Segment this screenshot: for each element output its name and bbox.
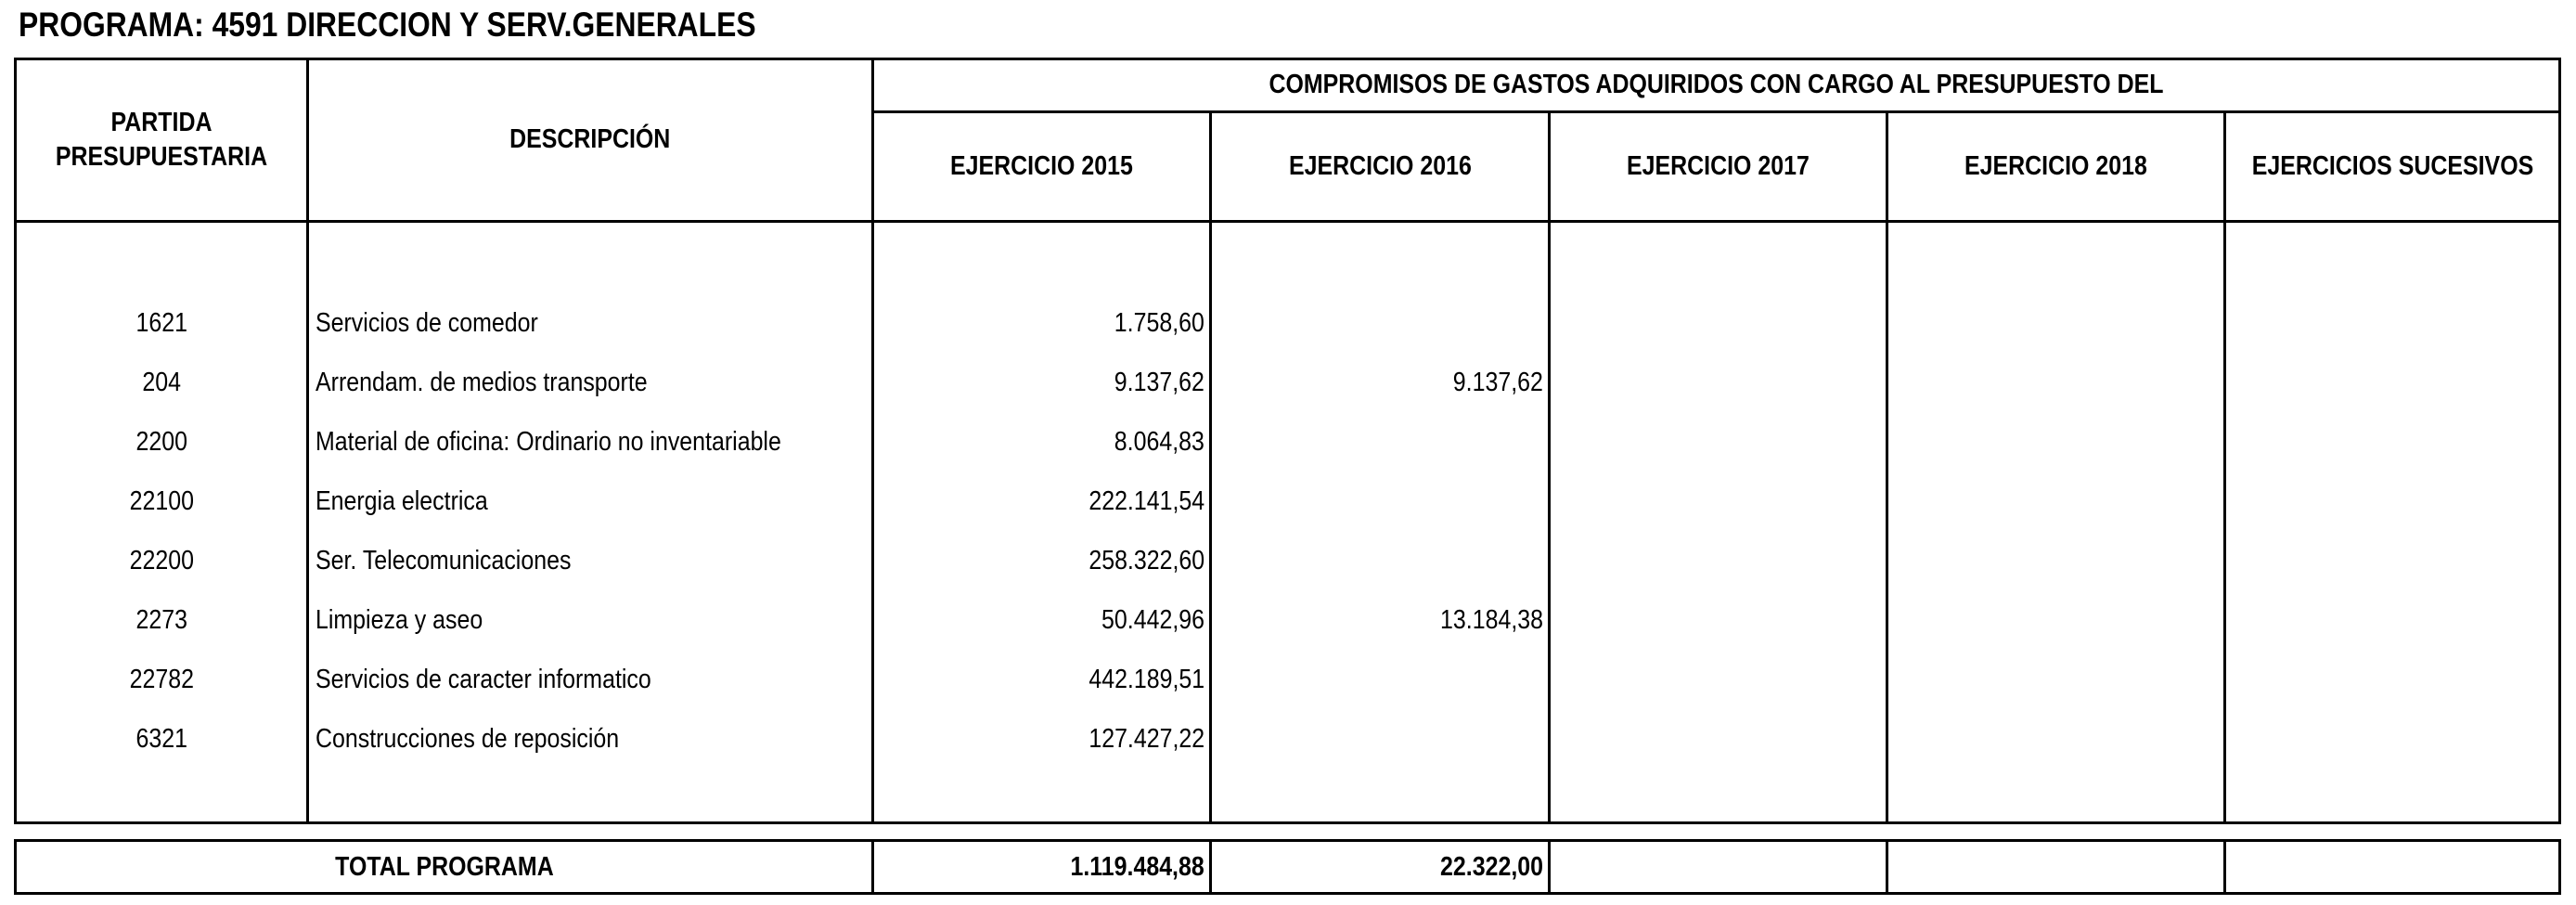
descripcion-cell: Limpieza y aseo (316, 605, 483, 635)
header-group: COMPROMISOS DE GASTOS ADQUIRIDOS CON CARGO AL PRESUPUESTO DEL (1269, 70, 2164, 100)
ejercicio-2015-cell: 9.137,62 (1114, 368, 1204, 397)
descripcion-cell: Servicios de comedor (316, 308, 538, 338)
header-ejercicios-sucesivos: EJERCICIOS SUCESIVOS (2251, 151, 2533, 182)
ejercicio-2016-cell (1212, 423, 1543, 460)
partida-cell: 22100 (129, 486, 194, 516)
total-ejercicio-2016: 22.322,00 (1440, 852, 1543, 882)
total-ejercicio-2015: 1.119.484,88 (1070, 852, 1204, 882)
descripcion-cell: Arrendam. de medios transporte (316, 368, 648, 397)
ejercicio-2016-cell (1212, 661, 1543, 698)
ejercicio-2015-cell: 442.189,51 (1088, 665, 1204, 694)
col-divider (1886, 839, 1888, 895)
header-descripcion: DESCRIPCIÓN (509, 124, 671, 155)
descripcion-cell: Construcciones de reposición (316, 724, 620, 754)
ejercicio-2016-cell: 9.137,62 (1452, 368, 1543, 397)
partida-cell: 204 (142, 368, 181, 397)
ejercicio-2016-cell (1212, 542, 1543, 579)
header-ejercicio-2015: EJERCICIO 2015 (950, 151, 1133, 182)
descripcion-cell: Servicios de caracter informatico (316, 665, 651, 694)
ejercicio-2016-cell (1212, 720, 1543, 757)
ejercicio-2015-cell: 127.427,22 (1088, 724, 1204, 754)
partida-cell: 22782 (129, 665, 194, 694)
page-title: PROGRAMA: 4591 DIRECCION Y SERV.GENERALES (19, 6, 756, 44)
partida-cell: 2273 (135, 605, 187, 635)
ejercicio-2015-cell: 222.141,54 (1088, 486, 1204, 516)
ejercicio-2015-cell: 50.442,96 (1101, 605, 1204, 635)
header-ejercicio-2016: EJERCICIO 2016 (1288, 151, 1472, 182)
total-label: TOTAL PROGRAMA (334, 852, 554, 882)
ejercicio-2015-cell: 258.322,60 (1088, 546, 1204, 575)
descripcion-cell: Material de oficina: Ordinario no inventariable (316, 427, 781, 457)
ejercicio-2015-cell: 1.758,60 (1114, 308, 1204, 338)
partida-cell: 1621 (135, 308, 187, 338)
header-ejercicio-2018: EJERCICIO 2018 (1964, 151, 2147, 182)
partida-cell: 2200 (135, 427, 187, 457)
col-divider (2223, 839, 2226, 895)
partida-cell: 6321 (135, 724, 187, 754)
row-divider (14, 220, 2561, 223)
ejercicio-2016-cell (1212, 304, 1543, 342)
ejercicio-2016-cell: 13.184,38 (1440, 605, 1543, 635)
header-ejercicio-2017: EJERCICIO 2017 (1627, 151, 1810, 182)
ejercicio-2015-cell: 8.064,83 (1114, 427, 1204, 457)
header-partida: PARTIDA PRESUPUESTARIA (55, 108, 268, 172)
descripcion-cell: Energia electrica (316, 486, 488, 516)
partida-cell: 22200 (129, 546, 194, 575)
descripcion-cell: Ser. Telecomunicaciones (316, 546, 572, 575)
ejercicio-2016-cell (1212, 483, 1543, 520)
col-divider (1548, 839, 1551, 895)
